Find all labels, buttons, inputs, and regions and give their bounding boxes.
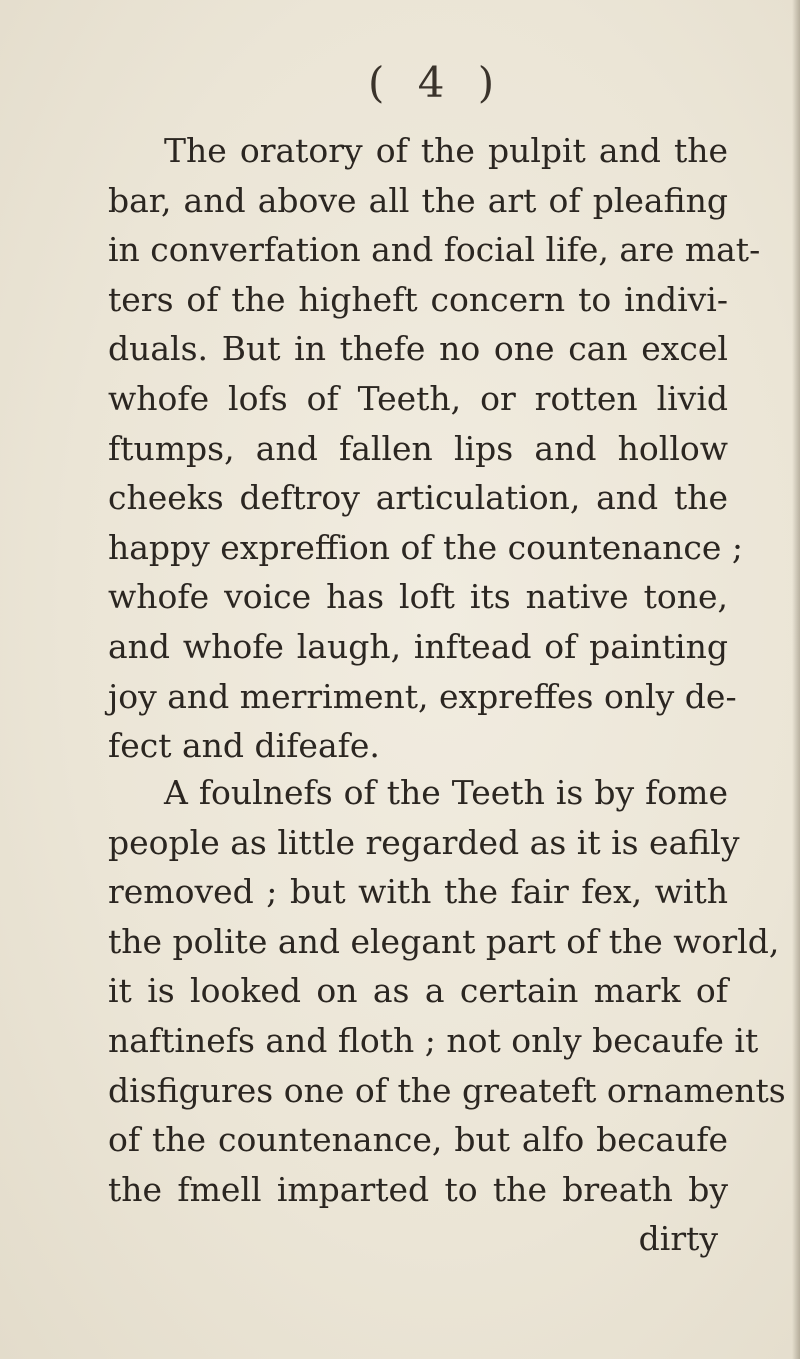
text-line: A foulnefs of the Teeth is by fome: [164, 773, 728, 812]
text-line: naftinefs and floth ; not only becaufe it: [108, 1020, 759, 1060]
text-line: and whofe laugh, inftead of painting: [108, 626, 728, 666]
text-line: ters of the higheft concern to indivi-: [108, 279, 728, 319]
text-line: joy and merriment, expreffes only de-: [108, 676, 737, 716]
text-line: cheeks deftroy articulation, and the: [108, 478, 728, 518]
page-edge-shadow: [792, 0, 800, 1359]
text-line: bar, and above all the art of pleafing: [108, 180, 728, 220]
text-line: removed ; but with the fair fex, with: [108, 872, 728, 912]
text-line: whofe voice has loft its native tone,: [108, 577, 728, 617]
paragraph-1: [108, 126, 761, 771]
text-line: disfigures one of the greateft ornaments: [108, 1070, 786, 1110]
text-line: ftumps, and fallen lips and hollow: [108, 428, 728, 468]
page-number: ( 4 ): [368, 58, 505, 107]
text-line: The oratory of the pulpit and the: [164, 131, 728, 170]
text-line: in converfation and focial life, are mat-: [108, 230, 761, 270]
paragraph-2: [108, 768, 786, 1264]
catchword: dirty: [638, 1219, 718, 1259]
text-line: fect and difeafe.: [108, 726, 380, 766]
text-line: it is looked on as a certain mark of: [108, 971, 728, 1011]
text-line: the polite and elegant part of the world,: [108, 921, 780, 961]
text-line: whofe lofs of Teeth, or rotten livid: [108, 378, 728, 418]
text-line: the fmell imparted to the breath by: [108, 1169, 728, 1209]
text-line: happy expreffion of the countenance ;: [108, 527, 744, 567]
text-line: of the countenance, but alfo becaufe: [108, 1120, 728, 1160]
text-line: duals. But in thefe no one can excel: [108, 329, 728, 369]
text-line: people as little regarded as it is eafily: [108, 822, 740, 862]
